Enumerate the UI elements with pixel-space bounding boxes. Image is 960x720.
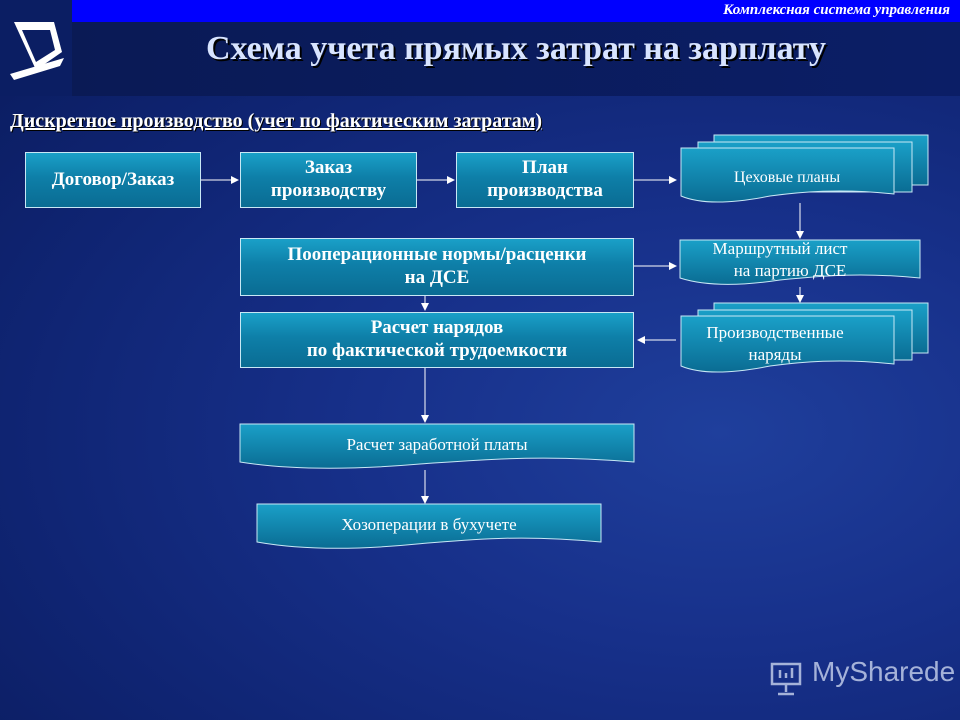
tagline: Комплексная система управления [723, 2, 950, 18]
accounting-ops-doc [257, 504, 601, 550]
norms-label-2: на ДСЕ [404, 267, 470, 288]
route-sheet-label-1: Маршрутный лист [712, 239, 848, 258]
norms-label-1: Пооперационные нормы/расценки [287, 244, 587, 266]
presentation-icon [768, 660, 804, 696]
watermark-text: MySharede [812, 656, 956, 687]
section-subtitle: Дискретное производство (учет по фактическим затратам) [10, 110, 543, 132]
production-order-label-2: производству [270, 180, 387, 201]
production-work-orders-stack [680, 302, 930, 376]
route-sheet-label-2: на партию ДСЕ [733, 261, 847, 280]
page-title: Схема учета прямых затрат на зарплату [205, 30, 827, 67]
work-orders-label-2: наряды [748, 345, 802, 364]
work-orders-calc-label-1: Расчет нарядов [370, 317, 504, 339]
production-order-box [240, 152, 417, 208]
production-order-label-1: Заказ [304, 157, 353, 179]
contract-box [25, 152, 201, 208]
work-orders-label-1: Производственные [706, 323, 844, 342]
salary-calc-label: Расчет заработной платы [346, 435, 528, 454]
contract-label: Договор/Заказ [51, 168, 175, 190]
accounting-ops-label: Хозоперации в бухучете [341, 515, 517, 534]
salary-calc-doc [240, 424, 634, 470]
production-plan-label-2: производства [487, 180, 603, 201]
shop-plans-stack [680, 134, 930, 206]
work-orders-calc-label-2: по фактической трудоемкости [306, 340, 568, 361]
work-orders-calc-box [240, 312, 634, 368]
route-sheet-doc [680, 240, 920, 288]
norms-box [240, 238, 634, 296]
production-plan-box [456, 152, 634, 208]
production-plan-label-1: План [522, 157, 568, 179]
shop-plans-label: Цеховые планы [733, 169, 841, 186]
